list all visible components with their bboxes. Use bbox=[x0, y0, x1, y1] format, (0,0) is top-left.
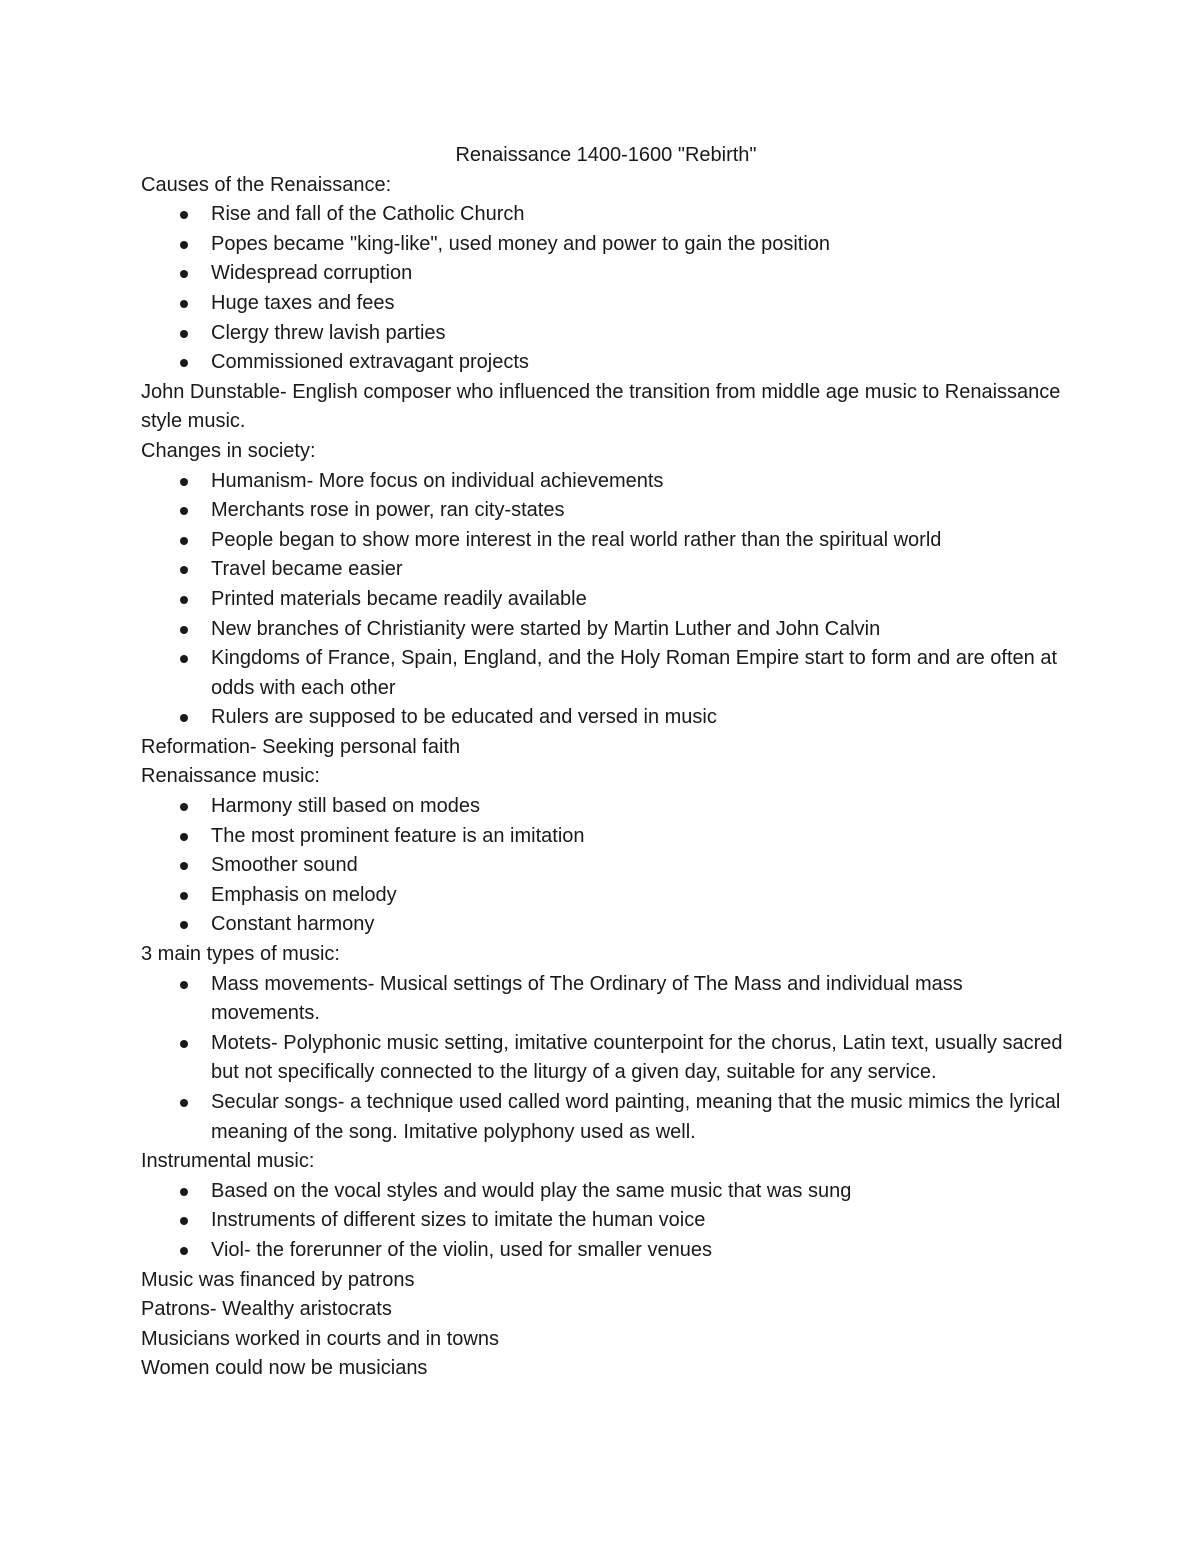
list-item bbox=[141, 703, 1071, 733]
bullet-icon bbox=[180, 507, 188, 515]
list-item bbox=[141, 200, 1071, 230]
bullet-icon bbox=[180, 359, 188, 367]
bullet-icon bbox=[180, 1188, 188, 1196]
list-item-text: Harmony still based on modes bbox=[211, 795, 481, 818]
section-heading: Reformation- Seeking personal faith bbox=[141, 735, 461, 758]
bullet-icon bbox=[180, 241, 188, 249]
list-item-text: Instruments of different sizes to imitate the human voice bbox=[211, 1209, 706, 1232]
list-item-text: Printed materials became readily available bbox=[211, 587, 587, 610]
document-title: Renaissance 1400-1600 "Rebirth" bbox=[455, 144, 757, 166]
list-item-text: Huge taxes and fees bbox=[211, 291, 395, 314]
list-item bbox=[141, 526, 1071, 556]
bullet-icon bbox=[180, 833, 188, 841]
section-heading: Patrons- Wealthy aristocrats bbox=[141, 1298, 392, 1321]
bullet-icon bbox=[180, 300, 188, 308]
section-heading: 3 main types of music: bbox=[141, 943, 340, 966]
bullet-icon bbox=[180, 211, 188, 219]
list-item-text: Widespread corruption bbox=[211, 262, 413, 285]
list-item bbox=[141, 496, 1071, 526]
bullet-icon bbox=[180, 478, 188, 486]
bullet-icon bbox=[180, 862, 188, 870]
bullet-icon bbox=[180, 270, 188, 278]
list-item-text: Viol- the forerunner of the violin, used for smaller venues bbox=[211, 1238, 713, 1261]
list-item-text: Travel became easier bbox=[211, 558, 403, 581]
list-item-text: New branches of Christianity were started by Martin Luther and John Calvin bbox=[211, 617, 881, 640]
section-heading: Changes in society: bbox=[141, 439, 316, 462]
bullet-list bbox=[141, 467, 1071, 733]
list-item-text: Popes became "king-like", used money and power to gain the position bbox=[211, 232, 831, 255]
section-heading: John Dunstable- English composer who influenced the transition from middle age music to Renaissance style music. bbox=[141, 380, 1061, 433]
list-item bbox=[141, 970, 1071, 1029]
list-item-text: Rulers are supposed to be educated and versed in music bbox=[211, 706, 717, 729]
list-item-text: Merchants rose in power, ran city-states bbox=[211, 499, 565, 522]
bullet-icon bbox=[180, 803, 188, 811]
list-item-text: Kingdoms of France, Spain, England, and the Holy Roman Empire start to form and are often at odds with each other bbox=[211, 647, 1058, 699]
list-item bbox=[141, 822, 1071, 852]
bullet-icon bbox=[180, 655, 188, 663]
bullet-icon bbox=[180, 537, 188, 545]
bullet-icon bbox=[180, 981, 188, 989]
bullet-list bbox=[141, 792, 1071, 940]
list-item bbox=[141, 1088, 1071, 1147]
bullet-icon bbox=[180, 714, 188, 722]
list-item-text: Smoother sound bbox=[211, 854, 358, 877]
section-heading: Causes of the Renaissance: bbox=[141, 173, 392, 196]
list-item bbox=[141, 319, 1071, 349]
list-item bbox=[141, 259, 1071, 289]
list-item-text: Constant harmony bbox=[211, 913, 375, 936]
bullet-icon bbox=[180, 626, 188, 634]
list-item bbox=[141, 230, 1071, 260]
list-item bbox=[141, 467, 1071, 497]
list-item-text: Motets- Polyphonic music setting, imitative counterpoint for the chorus, Latin text, usually sacred but not specifically connected to the liturgy of a given day, suitable for any service. bbox=[211, 1031, 1063, 1084]
list-item-text: Humanism- More focus on individual achievements bbox=[211, 469, 664, 492]
list-item bbox=[141, 1236, 1071, 1266]
list-item-text: People began to show more interest in the real world rather than the spiritual world bbox=[211, 528, 942, 551]
bullet-icon bbox=[180, 1099, 188, 1107]
bullet-list bbox=[141, 1177, 1071, 1266]
list-item bbox=[141, 851, 1071, 881]
list-item bbox=[141, 585, 1071, 615]
list-item-text: Based on the vocal styles and would play the same music that was sung bbox=[211, 1179, 852, 1202]
bullet-icon bbox=[180, 892, 188, 900]
bullet-icon bbox=[180, 596, 188, 604]
list-item bbox=[141, 555, 1071, 585]
list-item bbox=[141, 910, 1071, 940]
bullet-list bbox=[141, 200, 1071, 378]
list-item-text: Emphasis on melody bbox=[211, 883, 397, 906]
list-item bbox=[141, 792, 1071, 822]
document-body bbox=[141, 141, 1071, 1384]
list-item-text: Rise and fall of the Catholic Church bbox=[211, 203, 525, 226]
list-item bbox=[141, 615, 1071, 645]
list-item bbox=[141, 289, 1071, 319]
list-item bbox=[141, 1029, 1071, 1088]
list-item bbox=[141, 1206, 1071, 1236]
section-heading: Musicians worked in courts and in towns bbox=[141, 1327, 499, 1350]
bullet-icon bbox=[180, 330, 188, 338]
list-item bbox=[141, 644, 1071, 703]
bullet-icon bbox=[180, 1217, 188, 1225]
list-item-text: Clergy threw lavish parties bbox=[211, 321, 446, 344]
bullet-icon bbox=[180, 566, 188, 574]
list-item bbox=[141, 1177, 1071, 1207]
bullet-icon bbox=[180, 921, 188, 929]
section-heading: Renaissance music: bbox=[141, 765, 320, 788]
list-item-text: Mass movements- Musical settings of The Ordinary of The Mass and individual mass movements. bbox=[211, 972, 963, 1025]
list-item-text: Commissioned extravagant projects bbox=[211, 351, 529, 374]
section-heading: Women could now be musicians bbox=[141, 1357, 428, 1380]
list-item bbox=[141, 348, 1071, 378]
section-heading: Instrumental music: bbox=[141, 1150, 315, 1173]
list-item-text: The most prominent feature is an imitation bbox=[211, 824, 585, 847]
bullet-icon bbox=[180, 1247, 188, 1255]
bullet-list bbox=[141, 970, 1071, 1148]
list-item-text: Secular songs- a technique used called word painting, meaning that the music mimics the lyrical meaning of the song. Imitative polyphony used as well. bbox=[211, 1091, 1061, 1143]
section-heading: Music was financed by patrons bbox=[141, 1268, 415, 1291]
bullet-icon bbox=[180, 1040, 188, 1048]
list-item bbox=[141, 881, 1071, 911]
